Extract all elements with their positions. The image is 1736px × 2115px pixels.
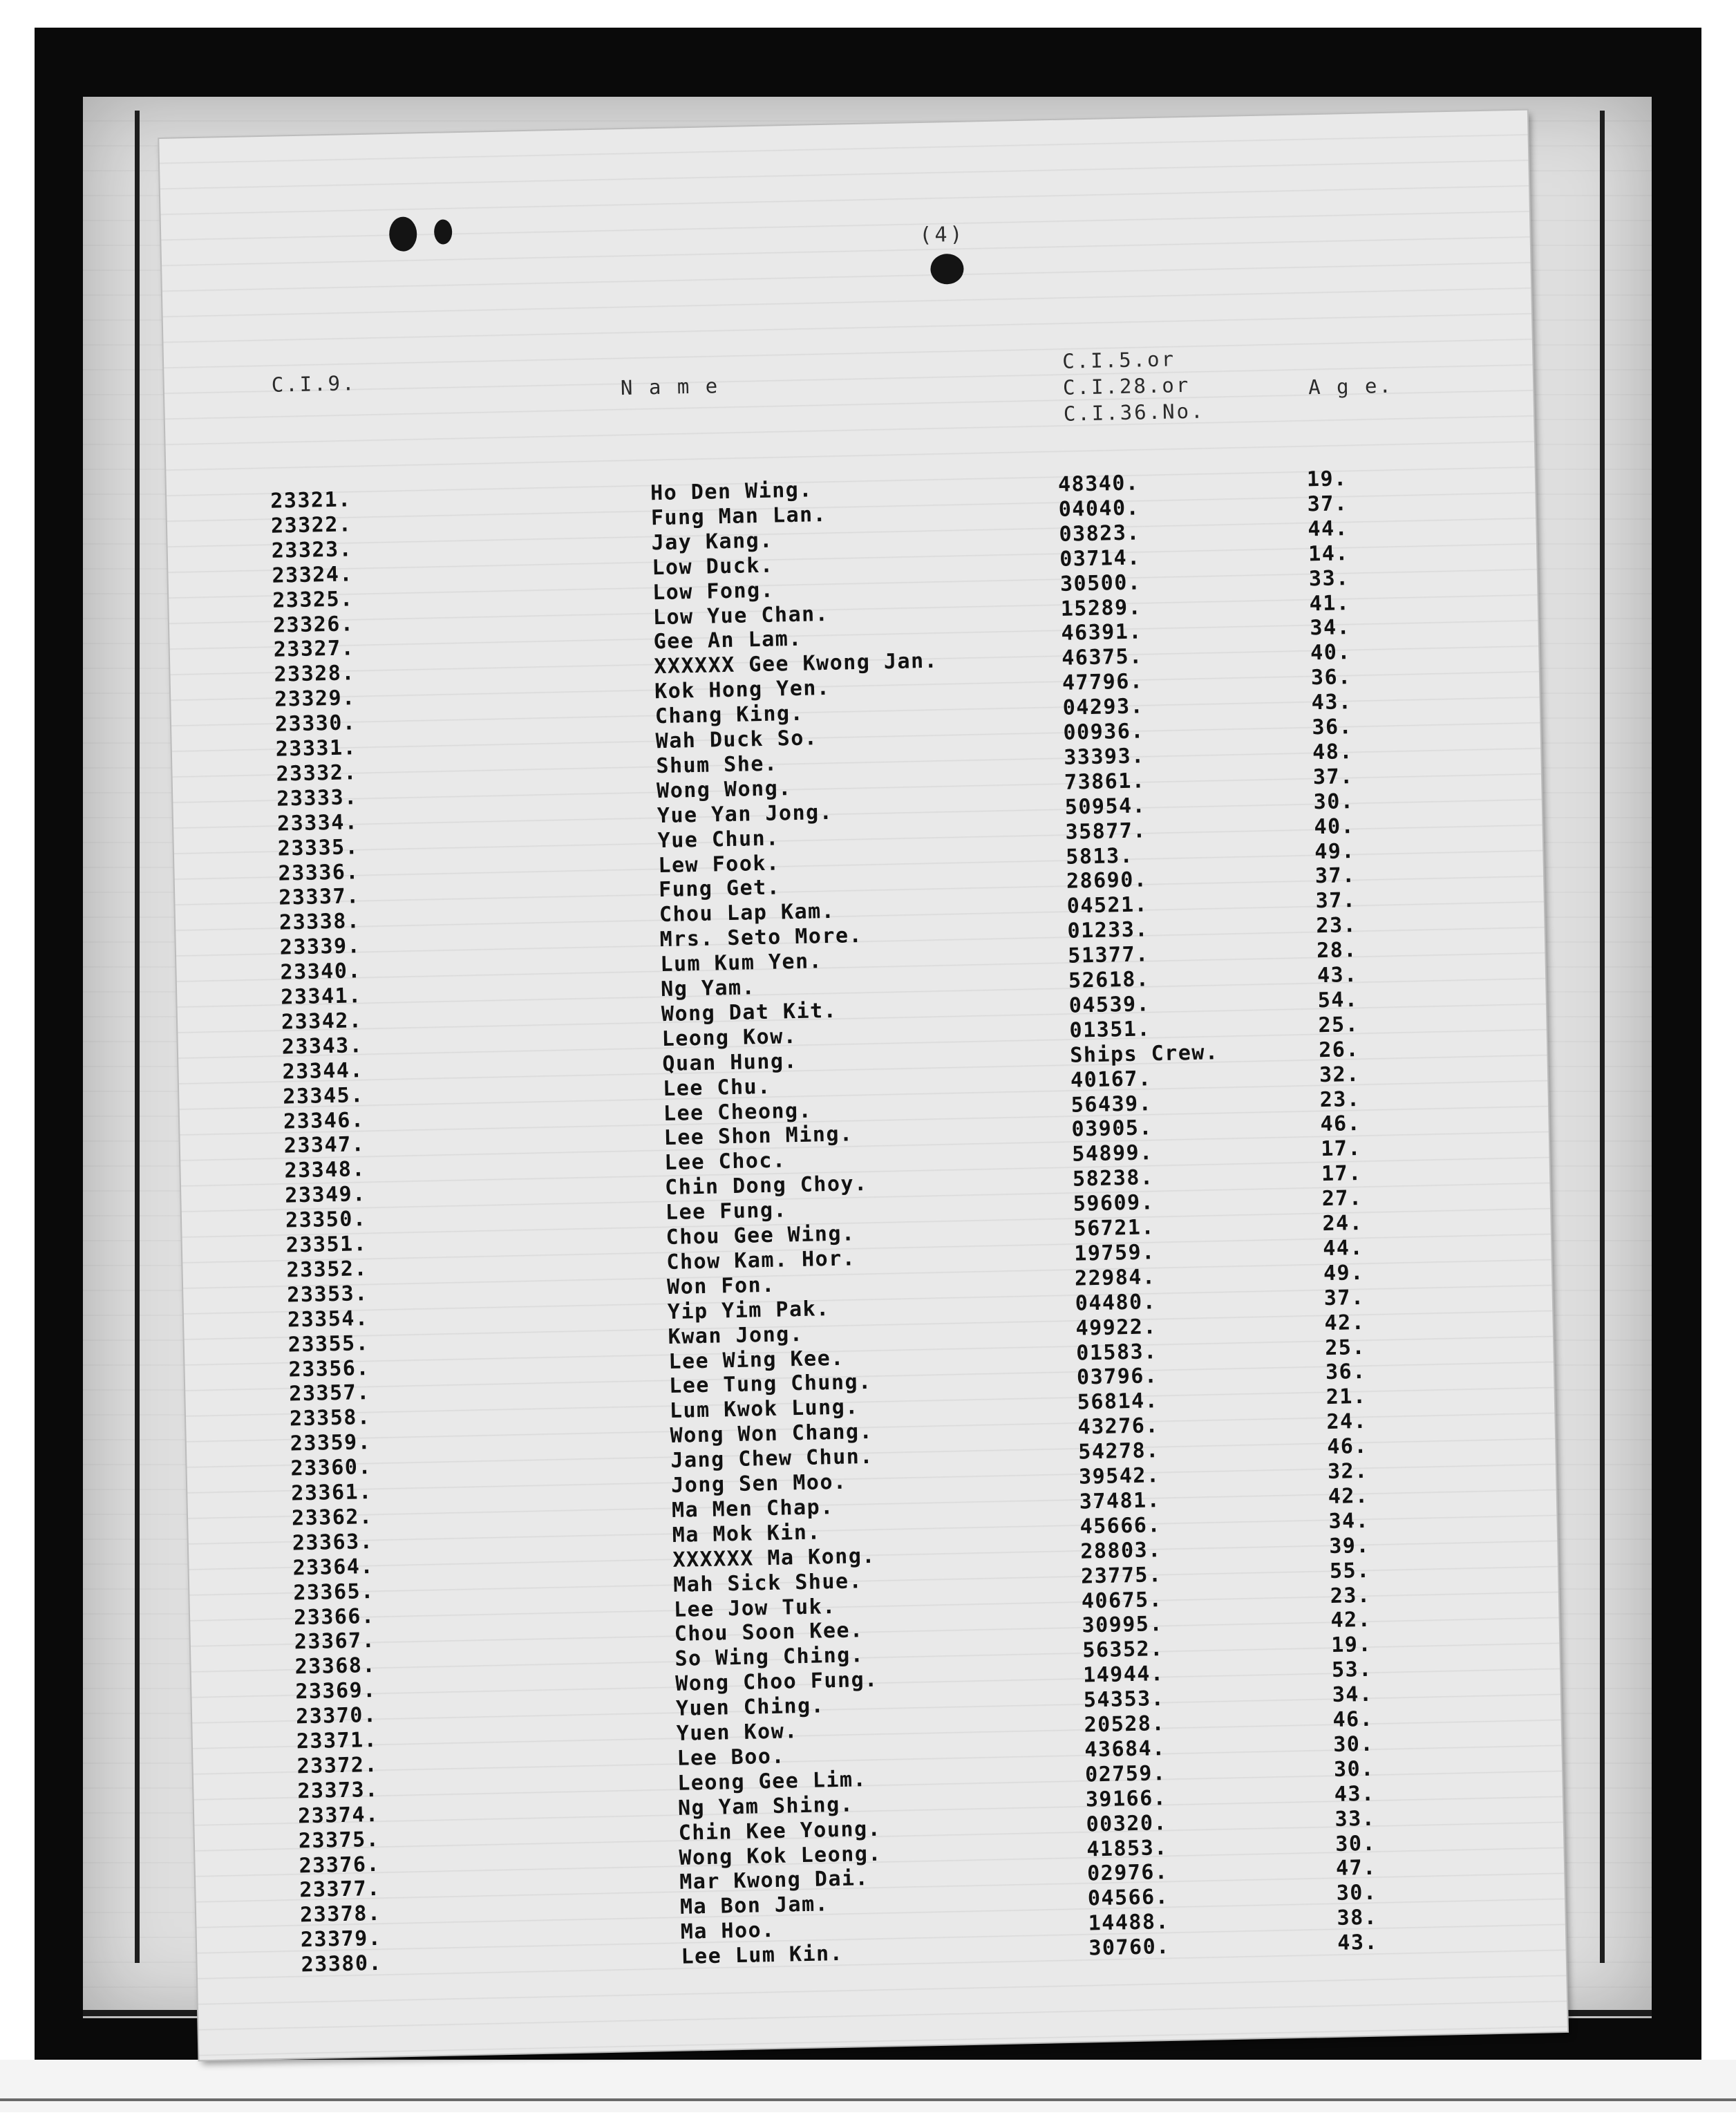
record-age: 19. — [1306, 467, 1348, 492]
record-age: 49. — [1323, 1260, 1365, 1286]
record-number: 49922. — [1075, 1314, 1158, 1341]
record-age: 21. — [1325, 1384, 1367, 1410]
record-age: 37. — [1315, 888, 1357, 914]
right-border-line — [1600, 111, 1605, 1963]
record-ci9: 23362. — [291, 1504, 373, 1531]
record-name: Yip Yim Pak. — [667, 1296, 831, 1324]
record-name: Low Yue Chan. — [652, 601, 829, 630]
record-age: 34. — [1328, 1508, 1370, 1534]
record-name: Lee Boo. — [677, 1744, 786, 1771]
record-ci9: 23359. — [290, 1430, 372, 1456]
record-ci9: 23368. — [294, 1653, 377, 1680]
record-name: Quan Hung. — [662, 1049, 798, 1076]
record-number: 40675. — [1081, 1587, 1163, 1614]
record-ci9: 23322. — [270, 512, 352, 538]
column-header-ci9: C.I.9. — [271, 371, 357, 397]
record-ci9: 23344. — [282, 1058, 364, 1084]
record-name: Kwan Jong. — [668, 1322, 804, 1349]
record-age: 43. — [1337, 1930, 1379, 1956]
record-age: 37. — [1323, 1285, 1365, 1310]
record-ci9: 23334. — [276, 809, 359, 836]
record-ci9: 23361. — [290, 1480, 373, 1506]
record-age: 42. — [1328, 1483, 1369, 1509]
record-name: Lee Wing Kee. — [668, 1346, 845, 1374]
column-header-number — [1062, 345, 1205, 426]
record-age: 32. — [1327, 1458, 1369, 1485]
record-age: 42. — [1330, 1608, 1372, 1633]
record-ci9: 23324. — [272, 561, 354, 588]
record-name: XXXXXX Ma Kong. — [672, 1543, 876, 1572]
record-age: 25. — [1318, 1012, 1359, 1037]
record-number: 01583. — [1075, 1339, 1158, 1366]
backing-board — [83, 97, 1652, 2018]
record-age: 26. — [1318, 1037, 1360, 1062]
record-age: 37. — [1312, 764, 1355, 790]
left-border-line — [135, 111, 140, 1963]
record-number: 04480. — [1075, 1289, 1157, 1316]
record-age: 47. — [1335, 1856, 1377, 1881]
record-age: 33. — [1334, 1806, 1376, 1832]
record-number: 03714. — [1059, 545, 1142, 572]
record-ci9: 23348. — [284, 1157, 366, 1183]
record-number: 48340. — [1057, 471, 1140, 497]
record-ci9: 23343. — [281, 1033, 364, 1060]
record-number: 41853. — [1086, 1835, 1169, 1861]
record-number: 00936. — [1063, 719, 1145, 745]
record-name: Low Fong. — [652, 578, 775, 605]
record-age: 46. — [1332, 1707, 1374, 1732]
header-number-line-1: C.I.5.or — [1062, 347, 1176, 373]
record-name: Won Fon. — [666, 1272, 776, 1299]
record-number: 58238. — [1072, 1165, 1154, 1192]
record-number: 54278. — [1077, 1438, 1160, 1465]
record-age: 46. — [1326, 1434, 1368, 1460]
record-name: Jay Kang. — [651, 528, 774, 556]
record-name: Mrs. Seto More. — [659, 923, 863, 952]
record-age: 43. — [1311, 690, 1352, 715]
record-age: 38. — [1337, 1905, 1378, 1931]
record-name: Lum Kwok Lung. — [669, 1395, 860, 1424]
record-ci9: 23371. — [296, 1727, 378, 1754]
record-ci9: 23342. — [281, 1008, 363, 1035]
record-name: Ma Hoo. — [680, 1918, 776, 1944]
record-age: 54. — [1317, 987, 1359, 1013]
record-number: 51377. — [1067, 942, 1150, 968]
record-ci9: 23373. — [297, 1777, 379, 1804]
record-age: 23. — [1316, 913, 1357, 939]
record-ci9: 23347. — [283, 1132, 366, 1158]
record-name: Lee Cheong. — [663, 1098, 813, 1126]
record-ci9: 23340. — [280, 959, 362, 985]
record-ci9: 23374. — [297, 1802, 379, 1829]
document-sheet — [159, 111, 1568, 2115]
record-number: 02759. — [1084, 1760, 1167, 1787]
record-age: 34. — [1332, 1682, 1373, 1708]
record-age: 41. — [1309, 590, 1350, 616]
record-name: Gee An Lam. — [653, 627, 803, 655]
record-number: 73861. — [1064, 769, 1146, 795]
record-number: 01351. — [1069, 1017, 1151, 1043]
record-name: Jang Chew Chun. — [670, 1444, 874, 1474]
record-number: 28803. — [1079, 1537, 1162, 1564]
record-number: 01233. — [1067, 917, 1149, 943]
header-number-line-2: C.I.28.or — [1062, 373, 1191, 400]
record-name: Yuen Ching. — [675, 1693, 825, 1721]
record-ci9: 23378. — [299, 1901, 381, 1928]
record-number: 37481. — [1079, 1488, 1161, 1514]
record-number: 54353. — [1083, 1686, 1165, 1713]
record-age: 30. — [1332, 1731, 1375, 1757]
record-number: 04521. — [1066, 892, 1149, 919]
record-name: Ng Yam. — [660, 975, 756, 1002]
record-name: Low Duck. — [652, 553, 774, 580]
record-name: Ma Mok Kin. — [672, 1520, 822, 1548]
record-ci9: 23331. — [275, 735, 357, 762]
record-age: 30. — [1333, 1756, 1375, 1782]
record-name: Lee Jow Tuk. — [673, 1594, 837, 1622]
record-name: Yue Yan Jong. — [657, 800, 833, 828]
record-age: 43. — [1334, 1781, 1375, 1807]
record-age: 19. — [1330, 1633, 1372, 1658]
record-age: 49. — [1314, 838, 1356, 864]
record-ci9: 23326. — [272, 611, 355, 638]
record-ci9: 23363. — [292, 1529, 374, 1556]
record-name: Chou Soon Kee. — [674, 1618, 864, 1647]
record-name: Wong Dat Kit. — [661, 998, 838, 1026]
record-ci9: 23364. — [292, 1554, 375, 1581]
record-name: XXXXXX Gee Kwong Jan. — [654, 648, 938, 679]
record-age: 30. — [1313, 789, 1355, 814]
record-ci9: 23372. — [296, 1752, 379, 1779]
record-number: 46391. — [1061, 619, 1143, 646]
record-age: 17. — [1321, 1161, 1363, 1187]
record-age: 37. — [1307, 491, 1348, 517]
record-age: 23. — [1330, 1583, 1371, 1608]
record-ci9: 23366. — [293, 1604, 375, 1630]
record-age: 33. — [1308, 565, 1350, 591]
record-name: Wong Kok Leong. — [679, 1841, 883, 1870]
record-name: Fung Get. — [658, 875, 781, 903]
record-age: 36. — [1310, 665, 1352, 690]
record-age: 24. — [1322, 1210, 1364, 1237]
record-name: Lee Lum Kin. — [681, 1941, 844, 1969]
record-ci9: 23336. — [278, 859, 360, 886]
record-number: 03796. — [1076, 1364, 1158, 1391]
record-number: 14488. — [1088, 1910, 1170, 1936]
record-ci9: 23330. — [274, 711, 357, 737]
record-name: Lee Fung. — [665, 1198, 788, 1225]
record-ci9: 23376. — [299, 1852, 381, 1878]
record-number: 19759. — [1073, 1240, 1156, 1266]
record-age: 17. — [1320, 1136, 1362, 1162]
record-number: 30760. — [1088, 1935, 1171, 1961]
record-ci9: 23365. — [292, 1579, 375, 1606]
record-ci9: 23337. — [278, 884, 361, 911]
record-name: Ng Yam Shing. — [677, 1792, 854, 1821]
column-header-name: N a m e — [620, 374, 720, 400]
record-ci9: 23328. — [274, 661, 356, 688]
record-ci9: 23327. — [273, 636, 355, 663]
record-ci9: 23350. — [285, 1207, 367, 1233]
record-number: 39166. — [1085, 1785, 1167, 1812]
record-age: 14. — [1308, 540, 1350, 567]
record-name: Chang King. — [654, 701, 804, 729]
record-ci9: 23377. — [299, 1877, 381, 1903]
record-number: 03905. — [1071, 1116, 1153, 1143]
record-number: 15289. — [1060, 594, 1142, 621]
record-ci9: 23353. — [286, 1281, 369, 1308]
record-ci9: 23329. — [274, 686, 357, 712]
record-number: 52618. — [1068, 967, 1150, 993]
record-name: Chin Dong Choy. — [664, 1172, 868, 1201]
record-name: Chin Kee Young. — [678, 1816, 882, 1845]
record-name: Wah Duck So. — [655, 726, 818, 754]
record-number: 28690. — [1066, 867, 1148, 894]
record-ci9: 23380. — [301, 1950, 383, 1977]
record-age: 46. — [1320, 1111, 1361, 1137]
record-ci9: 23379. — [300, 1926, 382, 1953]
record-age: 40. — [1310, 640, 1352, 666]
record-age: 30. — [1336, 1880, 1377, 1906]
record-number: 02976. — [1086, 1860, 1169, 1886]
record-age: 27. — [1321, 1186, 1363, 1212]
record-number: 03823. — [1059, 520, 1141, 547]
record-ci9: 23339. — [279, 934, 361, 960]
record-age: 36. — [1312, 715, 1353, 740]
record-age: 32. — [1319, 1062, 1361, 1087]
record-name: Wong Wong. — [656, 776, 793, 803]
record-age: 43. — [1317, 962, 1359, 988]
record-age: 53. — [1331, 1657, 1373, 1683]
record-name: Jong Sen Moo. — [670, 1469, 847, 1498]
record-ci9: 23325. — [272, 586, 355, 613]
record-age: 55. — [1329, 1558, 1371, 1583]
record-name: Lew Fook. — [658, 850, 780, 878]
record-number: 47796. — [1062, 669, 1144, 696]
record-number: 04293. — [1062, 694, 1144, 720]
record-number: 46375. — [1061, 644, 1144, 671]
record-age: 44. — [1322, 1235, 1364, 1261]
record-number: 43684. — [1084, 1736, 1167, 1762]
record-ci9: 23358. — [289, 1405, 371, 1431]
record-ci9: 23370. — [295, 1703, 377, 1729]
record-number: 5813. — [1065, 843, 1134, 870]
record-number: 04539. — [1068, 992, 1151, 1018]
record-ci9: 23349. — [284, 1182, 367, 1208]
record-number: 39542. — [1078, 1463, 1160, 1489]
record-age: 25. — [1324, 1335, 1366, 1360]
record-name: Lee Shon Ming. — [663, 1122, 853, 1151]
record-number: 04040. — [1058, 496, 1140, 522]
record-age: 44. — [1308, 516, 1349, 542]
record-name: Chou Gee Wing. — [666, 1221, 856, 1250]
record-number: Ships Crew. — [1069, 1040, 1219, 1068]
record-ci9: 23356. — [288, 1355, 370, 1382]
record-name: Lum Kum Yen. — [660, 949, 823, 977]
record-ci9: 23332. — [276, 760, 358, 787]
record-ci9: 23345. — [282, 1082, 365, 1109]
record-ci9: 23369. — [295, 1678, 377, 1704]
record-name: Chow Kam. Hor. — [666, 1246, 856, 1275]
record-ci9: 23375. — [298, 1827, 380, 1853]
record-ci9: 23323. — [271, 537, 353, 563]
record-age: 37. — [1314, 863, 1357, 889]
record-age: 42. — [1324, 1310, 1366, 1335]
record-number: 22984. — [1074, 1265, 1156, 1291]
record-name: Ho Den Wing. — [650, 478, 813, 506]
record-name: Kok Hong Yen. — [654, 676, 831, 704]
record-name: Lee Tung Chung. — [668, 1370, 872, 1399]
record-age: 28. — [1316, 938, 1358, 964]
record-ci9: 23338. — [279, 909, 361, 935]
page-number: (4) — [918, 222, 965, 248]
header-number-line-3: C.I.36.No. — [1063, 399, 1205, 426]
record-number: 33393. — [1063, 744, 1146, 770]
record-ci9: 23355. — [287, 1331, 370, 1357]
record-name: Ma Bon Jam. — [679, 1892, 829, 1920]
record-number: 30995. — [1082, 1612, 1164, 1638]
record-ci9: 23367. — [294, 1628, 376, 1655]
record-name: Wong Choo Fung. — [674, 1667, 878, 1697]
record-number: 20528. — [1084, 1711, 1166, 1738]
record-ci9: 23321. — [270, 487, 352, 514]
record-number: 56439. — [1070, 1091, 1153, 1118]
record-number: 45666. — [1079, 1512, 1162, 1539]
record-ci9: 23341. — [280, 984, 363, 1010]
record-number: 23775. — [1080, 1562, 1162, 1589]
record-age: 34. — [1310, 615, 1351, 641]
record-age: 23. — [1319, 1087, 1361, 1112]
record-number: 04566. — [1087, 1885, 1169, 1911]
record-name: Shum She. — [656, 751, 778, 779]
record-number: 30500. — [1059, 570, 1142, 596]
record-number: 14944. — [1082, 1662, 1164, 1688]
record-age: 36. — [1325, 1360, 1367, 1385]
record-number: 35877. — [1065, 818, 1147, 845]
record-name: Yuen Kow. — [676, 1719, 799, 1746]
record-number: 59609. — [1073, 1190, 1155, 1216]
record-number: 50954. — [1064, 793, 1147, 820]
record-name: Leong Gee Lim. — [677, 1767, 867, 1796]
record-name: Wong Won Chang. — [670, 1420, 874, 1449]
record-age: 48. — [1312, 739, 1354, 765]
record-ci9: 23357. — [288, 1380, 371, 1407]
record-age: 39. — [1328, 1533, 1370, 1559]
record-name: Mah Sick Shue. — [672, 1568, 863, 1597]
record-age: 40. — [1314, 814, 1355, 839]
record-number: 00320. — [1086, 1810, 1168, 1837]
record-ci9: 23352. — [286, 1256, 368, 1283]
record-ci9: 23346. — [283, 1107, 365, 1134]
record-name: So Wing Ching. — [674, 1643, 865, 1672]
record-name: Leong Kow. — [661, 1024, 798, 1051]
record-number: 56814. — [1077, 1389, 1159, 1415]
record-number: 40167. — [1070, 1066, 1152, 1093]
record-name: Yue Chun. — [657, 826, 780, 853]
record-ci9: 23360. — [290, 1455, 372, 1481]
column-header-age: A g e. — [1308, 373, 1394, 400]
record-ci9: 23335. — [277, 834, 359, 861]
record-name: Mar Kwong Dai. — [679, 1866, 869, 1895]
record-number: 56352. — [1082, 1637, 1164, 1663]
record-age: 24. — [1326, 1409, 1368, 1435]
record-age: 30. — [1334, 1831, 1377, 1856]
record-ci9: 23351. — [285, 1232, 368, 1258]
record-name: Ma Men Chap. — [671, 1494, 835, 1523]
record-name: Fung Man Lan. — [650, 502, 827, 531]
record-name: Lee Chu. — [662, 1074, 772, 1101]
record-ci9: 23354. — [287, 1306, 369, 1333]
record-number: 56721. — [1073, 1215, 1155, 1241]
record-number: 43276. — [1077, 1413, 1160, 1440]
record-name: Lee Choc. — [664, 1148, 786, 1176]
record-name: Chou Lap Kam. — [659, 899, 836, 928]
record-number: 54899. — [1071, 1140, 1154, 1167]
record-ci9: 23333. — [276, 785, 359, 811]
